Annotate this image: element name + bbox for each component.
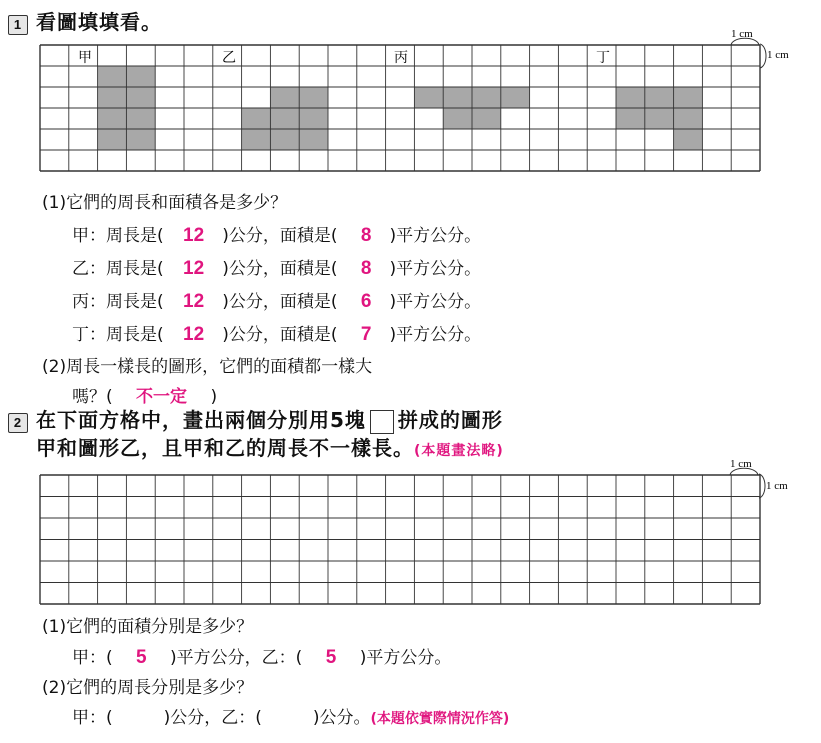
q1-row-b-perimeter: 12 (183, 258, 205, 279)
q2-part2-question: (2)它們的周長分別是多少？ (42, 678, 254, 698)
q1-shaded-cell (270, 108, 299, 129)
q1-shaded-cell (126, 108, 155, 129)
q1-shaded-cell (299, 108, 328, 129)
q1-part2-answer: 不一定 (136, 387, 188, 406)
q2-heading-line2: 甲和圖形乙，且甲和乙的周長不一樣長。 (36, 436, 414, 460)
q2-part2-answers (72, 703, 509, 728)
q1-shaded-cell (98, 108, 127, 129)
q2-part1-question: (1)它們的面積分別是多少？ (42, 617, 254, 637)
q1-row-b (72, 254, 481, 280)
q1-shaded-cell (472, 108, 501, 129)
q2-part1-a-label: 甲：( (72, 648, 113, 668)
q1-row-a (72, 221, 481, 247)
q1-shaded-cell (674, 129, 703, 150)
q1-shaded-cell (443, 87, 472, 108)
q2-part1-c-label: )平方公分。 (359, 648, 452, 668)
q1-row-c (72, 287, 481, 313)
q1-shaded-cell (126, 87, 155, 108)
q1-row-d-name: 丁 (72, 325, 89, 345)
q1-row-c-pre: ：周長是( (89, 292, 164, 312)
q1-label-b: 乙 (222, 50, 236, 66)
q1-shaded-cell (242, 108, 271, 129)
q2-number: 2 (8, 413, 28, 433)
q1-shaded-cell (443, 108, 472, 129)
q1-shaded-cell (98, 129, 127, 150)
q1-row-d-mid: )公分，面積是( (222, 325, 338, 345)
q1-shaded-cell (501, 87, 530, 108)
q1-heading: 看圖填填看。 (35, 10, 162, 34)
q1-number: 1 (8, 15, 28, 35)
q1-shaded-cell (242, 129, 271, 150)
q1-row-a-pre: ：周長是( (89, 226, 164, 246)
q1-row-c-post: )平方公分。 (389, 292, 482, 312)
q1-shaded-cell (299, 87, 328, 108)
q1-shaded-cell (270, 87, 299, 108)
q1-row-a-post: )平方公分。 (389, 226, 482, 246)
q1-row-b-mid: )公分，面積是( (222, 259, 338, 279)
q1-row-d-perimeter: 12 (183, 324, 205, 345)
q1-row-a-mid: )公分，面積是( (222, 226, 338, 246)
q2-heading-line1-post: 拼成的圖形 (397, 408, 503, 432)
q2-part1-answer-a: 5 (136, 647, 147, 668)
q1-shaded-cell (674, 108, 703, 129)
q2-part2-note: (本題依實際情況作答) (370, 711, 510, 727)
q2-grid (40, 475, 760, 604)
q2-heading-row1 (8, 404, 503, 434)
q1-row-c-mid: )公分，面積是( (222, 292, 338, 312)
q1-row-c-area: 6 (360, 291, 372, 312)
q1-shaded-cell (98, 66, 127, 87)
q1-shaded-cell (126, 129, 155, 150)
q1-shaded-cell (472, 87, 501, 108)
q1-row-a-name: 甲 (72, 226, 89, 246)
q2-unit-top: 1 cm (730, 458, 752, 470)
q1-row-d (72, 320, 481, 346)
q1-shaded-cell (616, 108, 645, 129)
q1-row-d-post: )平方公分。 (389, 325, 482, 345)
q1-shaded-cell (645, 108, 674, 129)
q1-row-b-pre: ：周長是( (89, 259, 164, 279)
q1-row-b-area: 8 (360, 258, 372, 279)
q1-row-c-name: 丙 (72, 292, 89, 312)
q1-row-c-perimeter: 12 (183, 291, 205, 312)
q1-part2-post: ) (210, 387, 218, 407)
q1-shaded-cell (616, 87, 645, 108)
q1-grid-figure (0, 0, 821, 180)
unit-square-icon (370, 410, 394, 434)
q1-shaded-cell (98, 87, 127, 108)
q1-part1-question: (1)它們的周長和面積各是多少？ (42, 193, 288, 213)
q2-grid-figure (0, 455, 821, 615)
q1-unit-top: 1 cm (731, 28, 753, 40)
q2-part1-answer-b: 5 (325, 647, 337, 668)
q2-part1-b-label: )平方公分，乙：( (170, 648, 303, 668)
q1-row-b-post: )平方公分。 (389, 259, 482, 279)
q1-label-c: 丙 (394, 50, 408, 66)
q1-part2-line1: (2)周長一樣長的圖形，它們的面積都一樣大 (42, 357, 373, 377)
q2-part2-line: 甲：( )公分，乙：( )公分。 (72, 708, 371, 728)
q1-shaded-cell (645, 87, 674, 108)
q1-unit-side: 1 cm (767, 49, 789, 61)
q1-row-d-pre: ：周長是( (89, 325, 164, 345)
q2-unit-side: 1 cm (766, 480, 788, 492)
q1-row-a-area: 8 (360, 225, 372, 246)
q1-label-d: 丁 (596, 50, 610, 66)
q1-row-a-perimeter: 12 (183, 225, 205, 246)
q2-heading-note: (本題畫法略) (414, 443, 504, 459)
q1-shaded-cell (299, 129, 328, 150)
q1-label-a: 甲 (78, 50, 92, 66)
q1-part2-pre: 嗎？( (72, 387, 113, 407)
q1-shaded-cell (414, 87, 443, 108)
q1-unit-brace-side (760, 44, 766, 68)
q1-row-d-area: 7 (360, 324, 372, 345)
q2-heading-line1-pre: 在下面方格中，畫出兩個分別用5塊 (35, 408, 366, 432)
q1-shaded-cell (126, 66, 155, 87)
q1-row-b-name: 乙 (72, 259, 89, 279)
q2-part1-answers (72, 643, 451, 669)
q1-shaded-cell (674, 87, 703, 108)
q1-shaded-cell (270, 129, 299, 150)
